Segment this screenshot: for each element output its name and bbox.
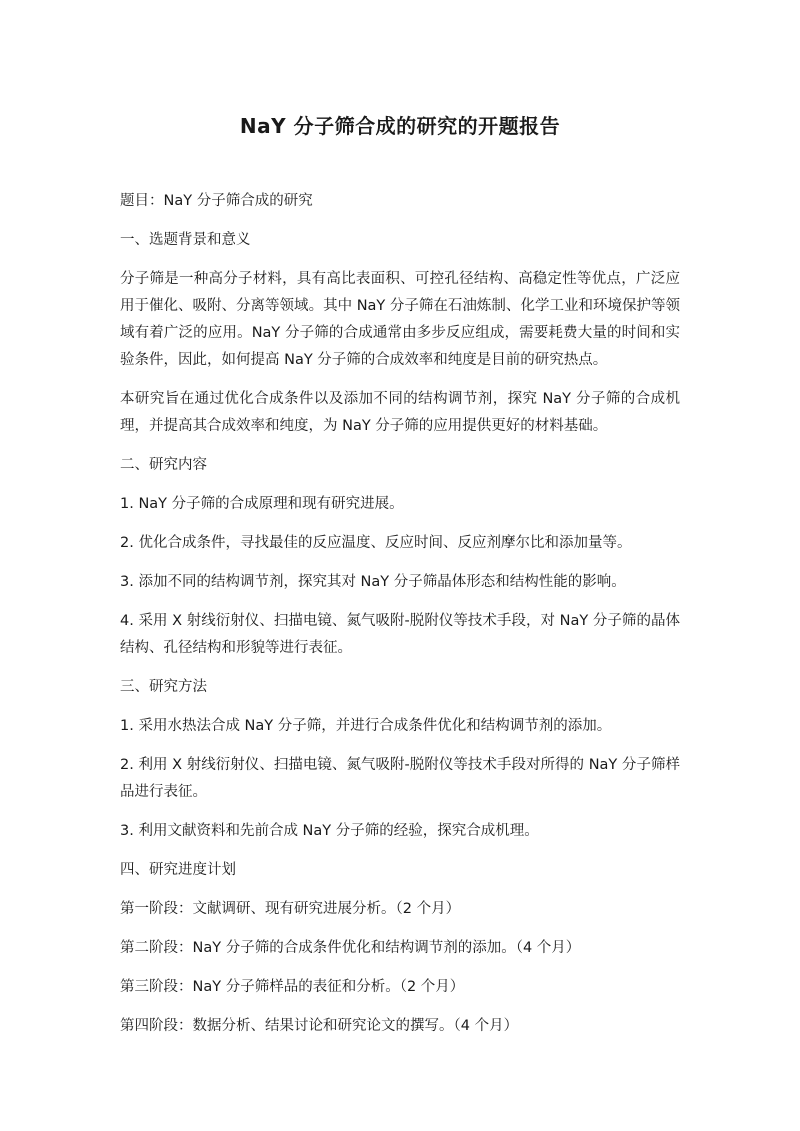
section-heading: 二、研究内容: [120, 457, 207, 473]
content-section: [120, 452, 680, 662]
section-heading: 一、选题背景和意义: [120, 232, 251, 248]
method-item: 1. 采用水热法合成 NaY 分子筛，并进行合成条件优化和结构调节剂的添加。: [120, 718, 612, 734]
plan-item: 第三阶段：NaY 分子筛样品的表征和分析。（2 个月）: [120, 979, 465, 995]
content-item: 4. 采用 X 射线衍射仪、扫描电镜、氮气吸附-脱附仪等技术手段，对 NaY 分子筛的晶体结构、孔径结构和形貌等进行表征。: [120, 613, 680, 656]
background-paragraph-1: 分子筛是一种高分子材料，具有高比表面积、可控孔径结构、高稳定性等优点，广泛应用于催化、吸附、分离等领域。其中 NaY 分子筛在石油炼制、化学工业和环境保护等领域有着广泛的应用。NaY 分子筛的合成通常由多步反应组成，需要耗费大量的时间和实验条件，因此，如何提高 NaY 分子筛的合成效率和纯度是目前的研究热点。: [120, 271, 680, 368]
background-section: [120, 227, 680, 440]
subject-line: 题目：NaY 分子筛合成的研究: [120, 193, 313, 209]
background-paragraph-2: 本研究旨在通过优化合成条件以及添加不同的结构调节剂，探究 NaY 分子筛的合成机理，并提高其合成效率和纯度，为 NaY 分子筛的应用提供更好的材料基础。: [120, 391, 680, 434]
method-item: 2. 利用 X 射线衍射仪、扫描电镜、氮气吸附-脱附仪等技术手段对所得的 NaY 分子筛样品进行表征。: [120, 757, 680, 800]
section-heading: 四、研究进度计划: [120, 862, 236, 878]
plan-item: 第二阶段：NaY 分子筛的合成条件优化和结构调节剂的添加。（4 个月）: [120, 940, 581, 956]
content-item: 3. 添加不同的结构调节剂，探究其对 NaY 分子筛晶体形态和结构性能的影响。: [120, 574, 626, 590]
section-heading: 三、研究方法: [120, 679, 207, 695]
method-item: 3. 利用文献资料和先前合成 NaY 分子筛的经验，探究合成机理。: [120, 823, 539, 839]
content-item: 1. NaY 分子筛的合成原理和现有研究进展。: [120, 496, 404, 512]
methods-section: [120, 674, 680, 845]
plan-section: [120, 857, 680, 1040]
document-title: NaY 分子筛合成的研究的开题报告: [239, 114, 561, 138]
plan-item: 第一阶段：文献调研、现有研究进展分析。（2 个月）: [120, 901, 461, 917]
plan-item: 第四阶段：数据分析、结果讨论和研究论文的撰写。（4 个月）: [120, 1018, 519, 1034]
content-item: 2. 优化合成条件，寻找最佳的反应温度、反应时间、反应剂摩尔比和添加量等。: [120, 535, 632, 551]
